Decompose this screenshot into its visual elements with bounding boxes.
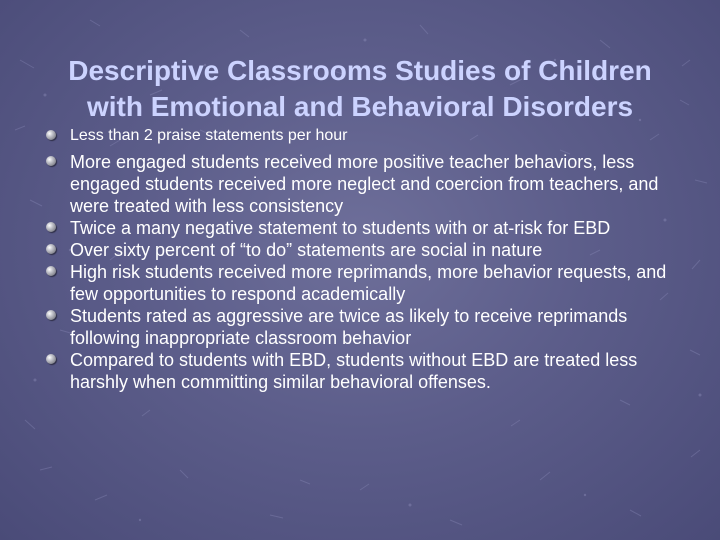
bullet-text: Students rated as aggressive are twice as likely to receive reprimands following inappropriate classroom behavior — [70, 306, 628, 348]
bullet-dot-icon — [46, 354, 56, 364]
bullet-dot-icon — [46, 310, 56, 320]
slide-title-line-1: Descriptive Classrooms Studies of Children — [68, 54, 652, 86]
bullet-text: Less than 2 praise statements per hour — [70, 127, 348, 144]
bullet-dot-icon — [46, 244, 56, 254]
bullet-item — [44, 349, 684, 393]
bullet-item — [44, 239, 684, 261]
bullet-item — [44, 126, 684, 146]
bullet-text: Twice a many negative statement to students with or at-risk for EBD — [70, 218, 611, 238]
bullet-item — [44, 151, 684, 217]
bullet-dot-icon — [46, 222, 56, 232]
slide-title — [40, 53, 680, 125]
slide-title-line-2: with Emotional and Behavioral Disorders — [86, 90, 634, 122]
bullet-list — [44, 126, 684, 393]
bullet-text: Compared to students with EBD, students without EBD are treated less harshly when committing similar behavioral offenses. — [70, 350, 638, 392]
bullet-item — [44, 305, 684, 349]
bullet-text: More engaged students received more positive teacher behaviors, less engaged students received more neglect and coercion from teachers, and were treated with less consistency — [70, 152, 659, 216]
bullet-item — [44, 261, 684, 305]
bullet-dot-icon — [46, 156, 56, 166]
bullet-item — [44, 217, 684, 239]
bullet-dot-icon — [46, 266, 56, 276]
bullet-dot-icon — [46, 130, 56, 140]
bullet-text: Over sixty percent of “to do” statements are social in nature — [70, 240, 543, 260]
bullet-text: High risk students received more reprimands, more behavior requests, and few opportunities to respond academically — [70, 262, 667, 304]
